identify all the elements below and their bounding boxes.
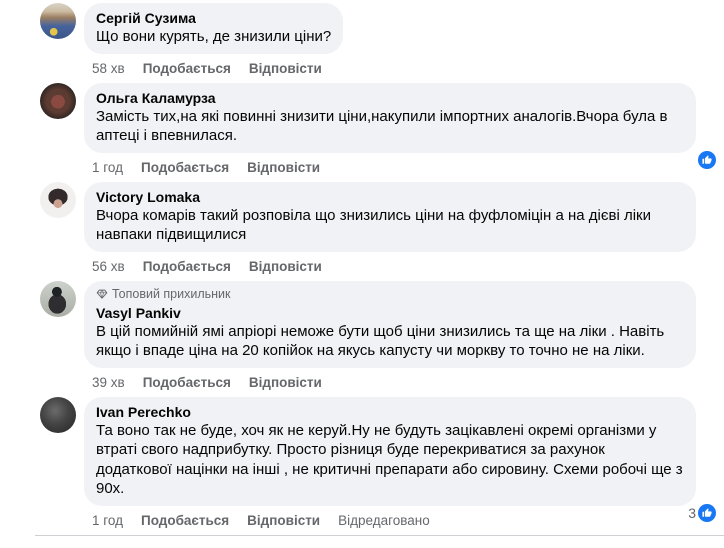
comment-timestamp[interactable]: 1 год bbox=[92, 159, 123, 175]
comment-author[interactable]: Vasyl Pankiv bbox=[96, 304, 181, 321]
comment-content bbox=[84, 281, 696, 392]
reply-button[interactable]: Відповісти bbox=[247, 159, 321, 175]
comment-text: Що вони курять, де знизили ціни? bbox=[96, 28, 332, 45]
comment-text: В цій помийній ямі апріорі неможе бути щоб ціни знизились та ще на ліки . Навіть якщо і впаде ціна на 20 копійок на якусь капусту чи моркву то точно не на ліки. bbox=[96, 322, 665, 359]
comment bbox=[0, 3, 724, 78]
comment-text: Та воно так не буде, хоч як не керуй.Ну не будуть зацікавлені окремі організми у втраті свого надприбутку. Просто різниця буде перекриватися за рахунок додаткової націнки на інші , не критичні препарати або сировину. Схеми робочі ще з 90х. bbox=[96, 421, 683, 497]
comment-bubble bbox=[84, 83, 696, 153]
like-button[interactable]: Подобається bbox=[142, 60, 231, 76]
reply-button[interactable]: Відповісти bbox=[248, 60, 322, 76]
reaction-count: 3 bbox=[688, 504, 696, 521]
comment-timestamp[interactable]: 1 год bbox=[92, 512, 123, 528]
reply-button[interactable]: Відповісти bbox=[248, 374, 322, 390]
comment bbox=[0, 83, 724, 177]
reply-button[interactable]: Відповісти bbox=[247, 512, 321, 528]
comment-actions bbox=[84, 54, 696, 78]
comment-author[interactable]: Victory Lomaka bbox=[96, 188, 201, 205]
comment-bubble bbox=[84, 281, 696, 368]
avatar[interactable] bbox=[40, 182, 76, 218]
reply-button[interactable]: Відповісти bbox=[248, 258, 322, 274]
comment-timestamp[interactable]: 58 хв bbox=[92, 60, 125, 76]
comment-content bbox=[84, 3, 696, 78]
comment-content bbox=[84, 182, 696, 276]
comment-actions bbox=[84, 252, 696, 276]
reaction-badge[interactable] bbox=[696, 151, 716, 169]
comments-divider bbox=[35, 535, 724, 536]
edited-label: Відредаговано bbox=[338, 512, 430, 528]
comment-timestamp[interactable]: 39 хв bbox=[92, 374, 125, 390]
comment bbox=[0, 182, 724, 276]
comment-text: Вчора комарів такий розповіла що знизились ціни на фуфломіцін а на дієві ліки навпаки підвищилися bbox=[96, 206, 651, 243]
comment-timestamp[interactable]: 56 хв bbox=[92, 258, 125, 274]
comment-text: Замість тих,на які повинні знизити ціни,накупили імпортних аналогів.Вчора була в аптеці і впевнилася. bbox=[96, 107, 668, 144]
top-fan-label: Топовий прихильник bbox=[112, 286, 231, 301]
comment-actions bbox=[84, 368, 696, 392]
comment-author[interactable]: Сергій Сузима bbox=[96, 10, 196, 26]
comment-content bbox=[84, 83, 696, 177]
comment-bubble bbox=[84, 397, 696, 506]
comment-actions bbox=[84, 506, 696, 530]
top-fan-badge bbox=[96, 287, 684, 302]
avatar[interactable] bbox=[40, 83, 76, 119]
comment bbox=[0, 281, 724, 392]
avatar[interactable] bbox=[40, 281, 76, 317]
avatar[interactable] bbox=[40, 397, 76, 433]
comment-author[interactable]: Ivan Perechko bbox=[96, 403, 191, 420]
like-icon bbox=[698, 504, 716, 522]
comment-actions bbox=[84, 153, 696, 177]
comment-content bbox=[84, 397, 696, 530]
comment bbox=[0, 397, 724, 530]
comment-author[interactable]: Ольга Каламурза bbox=[96, 89, 216, 106]
reaction-badge[interactable] bbox=[688, 504, 716, 523]
like-button[interactable]: Подобається bbox=[142, 258, 231, 274]
like-button[interactable]: Подобається bbox=[140, 512, 230, 528]
like-icon bbox=[698, 151, 716, 169]
like-button[interactable]: Подобається bbox=[140, 159, 230, 175]
comment-bubble bbox=[84, 3, 343, 54]
like-button[interactable]: Подобається bbox=[142, 374, 231, 390]
gem-icon bbox=[96, 288, 108, 300]
comment-bubble bbox=[84, 182, 696, 252]
avatar[interactable] bbox=[40, 3, 76, 39]
